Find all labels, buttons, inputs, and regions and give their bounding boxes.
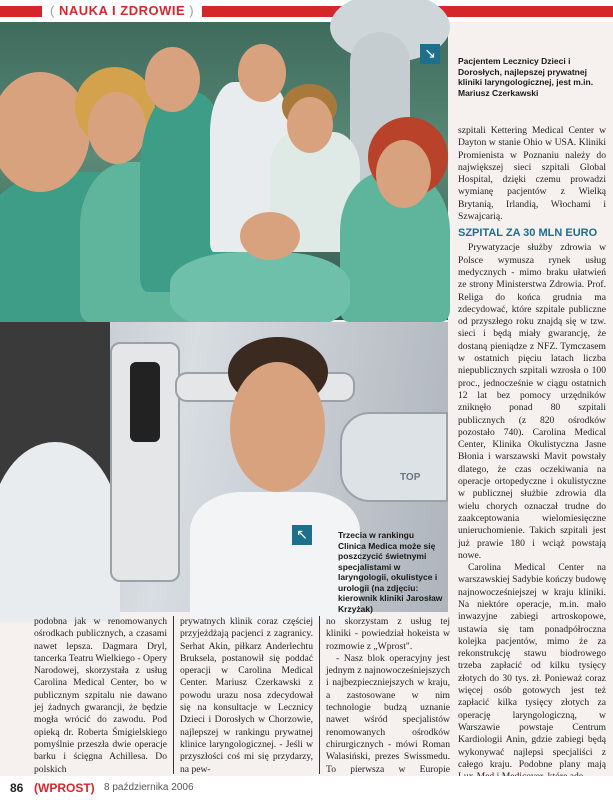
bottom-paragraph-3: no skorzystam z usług tej kliniki - powiedział hokeista w rozmowie z „Wprost".	[326, 616, 450, 652]
photo2-caption: Trzecia w rankingu Clinica Medica może się poszczycić świetnymi specjalistami w laryngologii, okulistyce i urologii (na zdjęciu: kierownik kliniki Jarosław Krzyżak)	[338, 530, 443, 614]
device-unit	[340, 412, 448, 502]
bracket-right: )	[189, 3, 195, 18]
magazine-name: (WPROST)	[34, 781, 95, 795]
eyepiece	[130, 362, 160, 442]
assistant-coat	[0, 442, 120, 622]
issue-date: 8 października 2006	[104, 782, 194, 793]
redhead-face	[376, 140, 431, 208]
bottom-paragraph-2: prywatnych klinik coraz częściej przyjeżdżają pacjenci z zagranicy. Serhat Akin, piłkarz Anderlechtu Bruksela, postanowił się poddać operacji w Carolina Medical Center. Mariusz Czerkawski z powodu urazu nosa zdecydował się na konsultacje w Lecznicy Dzieci i Dorosłych w Chorzowie, najlepszej w rankingu prywatnej klinice laryngologicznej. - Jeśli w przyszłości coś mi się przydarzy, na pew-	[180, 616, 313, 775]
arrow-down-right-icon: ↘	[420, 44, 440, 64]
nurse-face	[88, 92, 146, 164]
column-rule-2	[319, 616, 320, 774]
doctor-coat	[190, 492, 360, 622]
subheading: SZPITAL ZA 30 MLN EURO	[458, 227, 598, 240]
arrow-up-left-icon: ↖	[292, 525, 312, 545]
page-number: 86	[10, 781, 24, 795]
patient-face	[240, 212, 300, 260]
device-label: TOP	[400, 472, 421, 483]
bottom-column-3	[326, 616, 450, 774]
right-paragraph-1: szpitali Kettering Medical Center w Dayton w stanie Ohio w USA. Kliniki Promienista w Poznaniu należy do największej sieci szpitali Global Hospital, dzięki czemu prowadzi wymianę pacjentów z Wielką Brytanią, Irlandią, Włochami i Szwajcarią.	[458, 125, 606, 223]
bottom-paragraph-1: podobna jak w renomowanych ośrodkach publicznych, a czasami nawet lepsza. Dagmara Dryl, tancerka Teatru Wielkiego - Opery Narodowej, skorzystała z usług Carolina Medical Center, bo w publicznym szpitalu nie dawano jej żadnych gwarancji, że będzie mogła wrócić do zawodu. Pod opieką dr. Roberta Śmigielskiego pomyślnie przeszła dwie operacje barku i ścięgna Achillesa. Do polskich	[34, 616, 167, 775]
patient-sheet	[170, 252, 350, 332]
doctor-face	[230, 362, 325, 492]
footer	[0, 776, 613, 800]
bracket-left: (	[50, 3, 55, 18]
bottom-column-2	[180, 616, 313, 774]
bottom-column-1	[34, 616, 167, 774]
photo1-caption: Pacjentem Lecznicy Dzieci i Dorosłych, najlepszej prywatnej kliniki laryngologicznej, jest m.in. Mariusz Czerkawski	[458, 56, 594, 98]
bottom-paragraph-4: - Nasz blok operacyjny jest jednym z najnowocześniejszych i najbezpieczniejszych w kraju, a zastosowane w nim technologie budzą uznanie nawet wśród specjalistów renomowanych ośrodków chirurgicznych - mówi Roman Walasiński, prezes Swissmedu. To pierwsza w Europie	[326, 652, 450, 775]
woman-face	[287, 97, 333, 153]
right-column	[458, 125, 606, 773]
column-rule-1	[173, 616, 174, 774]
right-paragraph-3: Carolina Medical Center na warszawskiej Sadybie kończy budowę najnowocześniejszej w kraju kliniki. Na niektóre operacje, m.in. mało inwazyjne zabiegi artroskopowe, ustawia się tam ponadpółroczna kolejka pacjentów, mimo że za rekonstrukcję stawu biodrowego trzeba zapłacić od kilku tysięcy złotych do 30 tys. zł. Ponieważ coraz więcej osób gotowych jest też zapłacić kilka tysięcy złotych za operację laryngologiczną, w Warszawie powstaje Centrum Kardiologii Anin, gdzie zabiegi będą wykonywać najlepsi specjaliści z całego kraju. Podobne plany mają	[458, 562, 606, 770]
section-title	[42, 1, 202, 21]
right-paragraph-2: Prywatyzacje służby zdrowia w Polsce wymusza rynek usług medycznych - mimo braku ułatwień ze strony Ministerstwa Zdrowia. Prof. Religa do końca grudnia ma zdecydować, które szpitale publiczne od przyszłego roku znajdą się w tzw. sieci i będą miały gwarancję, że dostaną pieniądze z NFZ. Tymczasem w ostatnich pięciu latach liczba niepublicznych szpitali wzrosła o 100 proc., jednocześnie w ciągu ostatnich 12 lat bez pomocy urzędników zniknęło ponad 80 szpitali publicznych (z 820 ośrodków pozostało 740). Carolina Medical Center, Klinika Okulistyczna Jasne Błonia i warszawski Mavit powstały dlatego, że czas oczekiwania na operacje ortopedyczne i okulistyczne w publicznej służbie zdrowia dla wielu chorych oznaczał trudne do zaakceptowania wielomiesięczne unieruchomienie. Takich szpitali jest już prawie 180 i wciąż powstają nowe.	[458, 242, 606, 561]
surgeon-face	[145, 47, 200, 112]
doctor-face	[238, 44, 286, 102]
photo-surgical-team	[0, 22, 448, 320]
section-title-text: NAUKA I ZDROWIE	[58, 3, 186, 18]
